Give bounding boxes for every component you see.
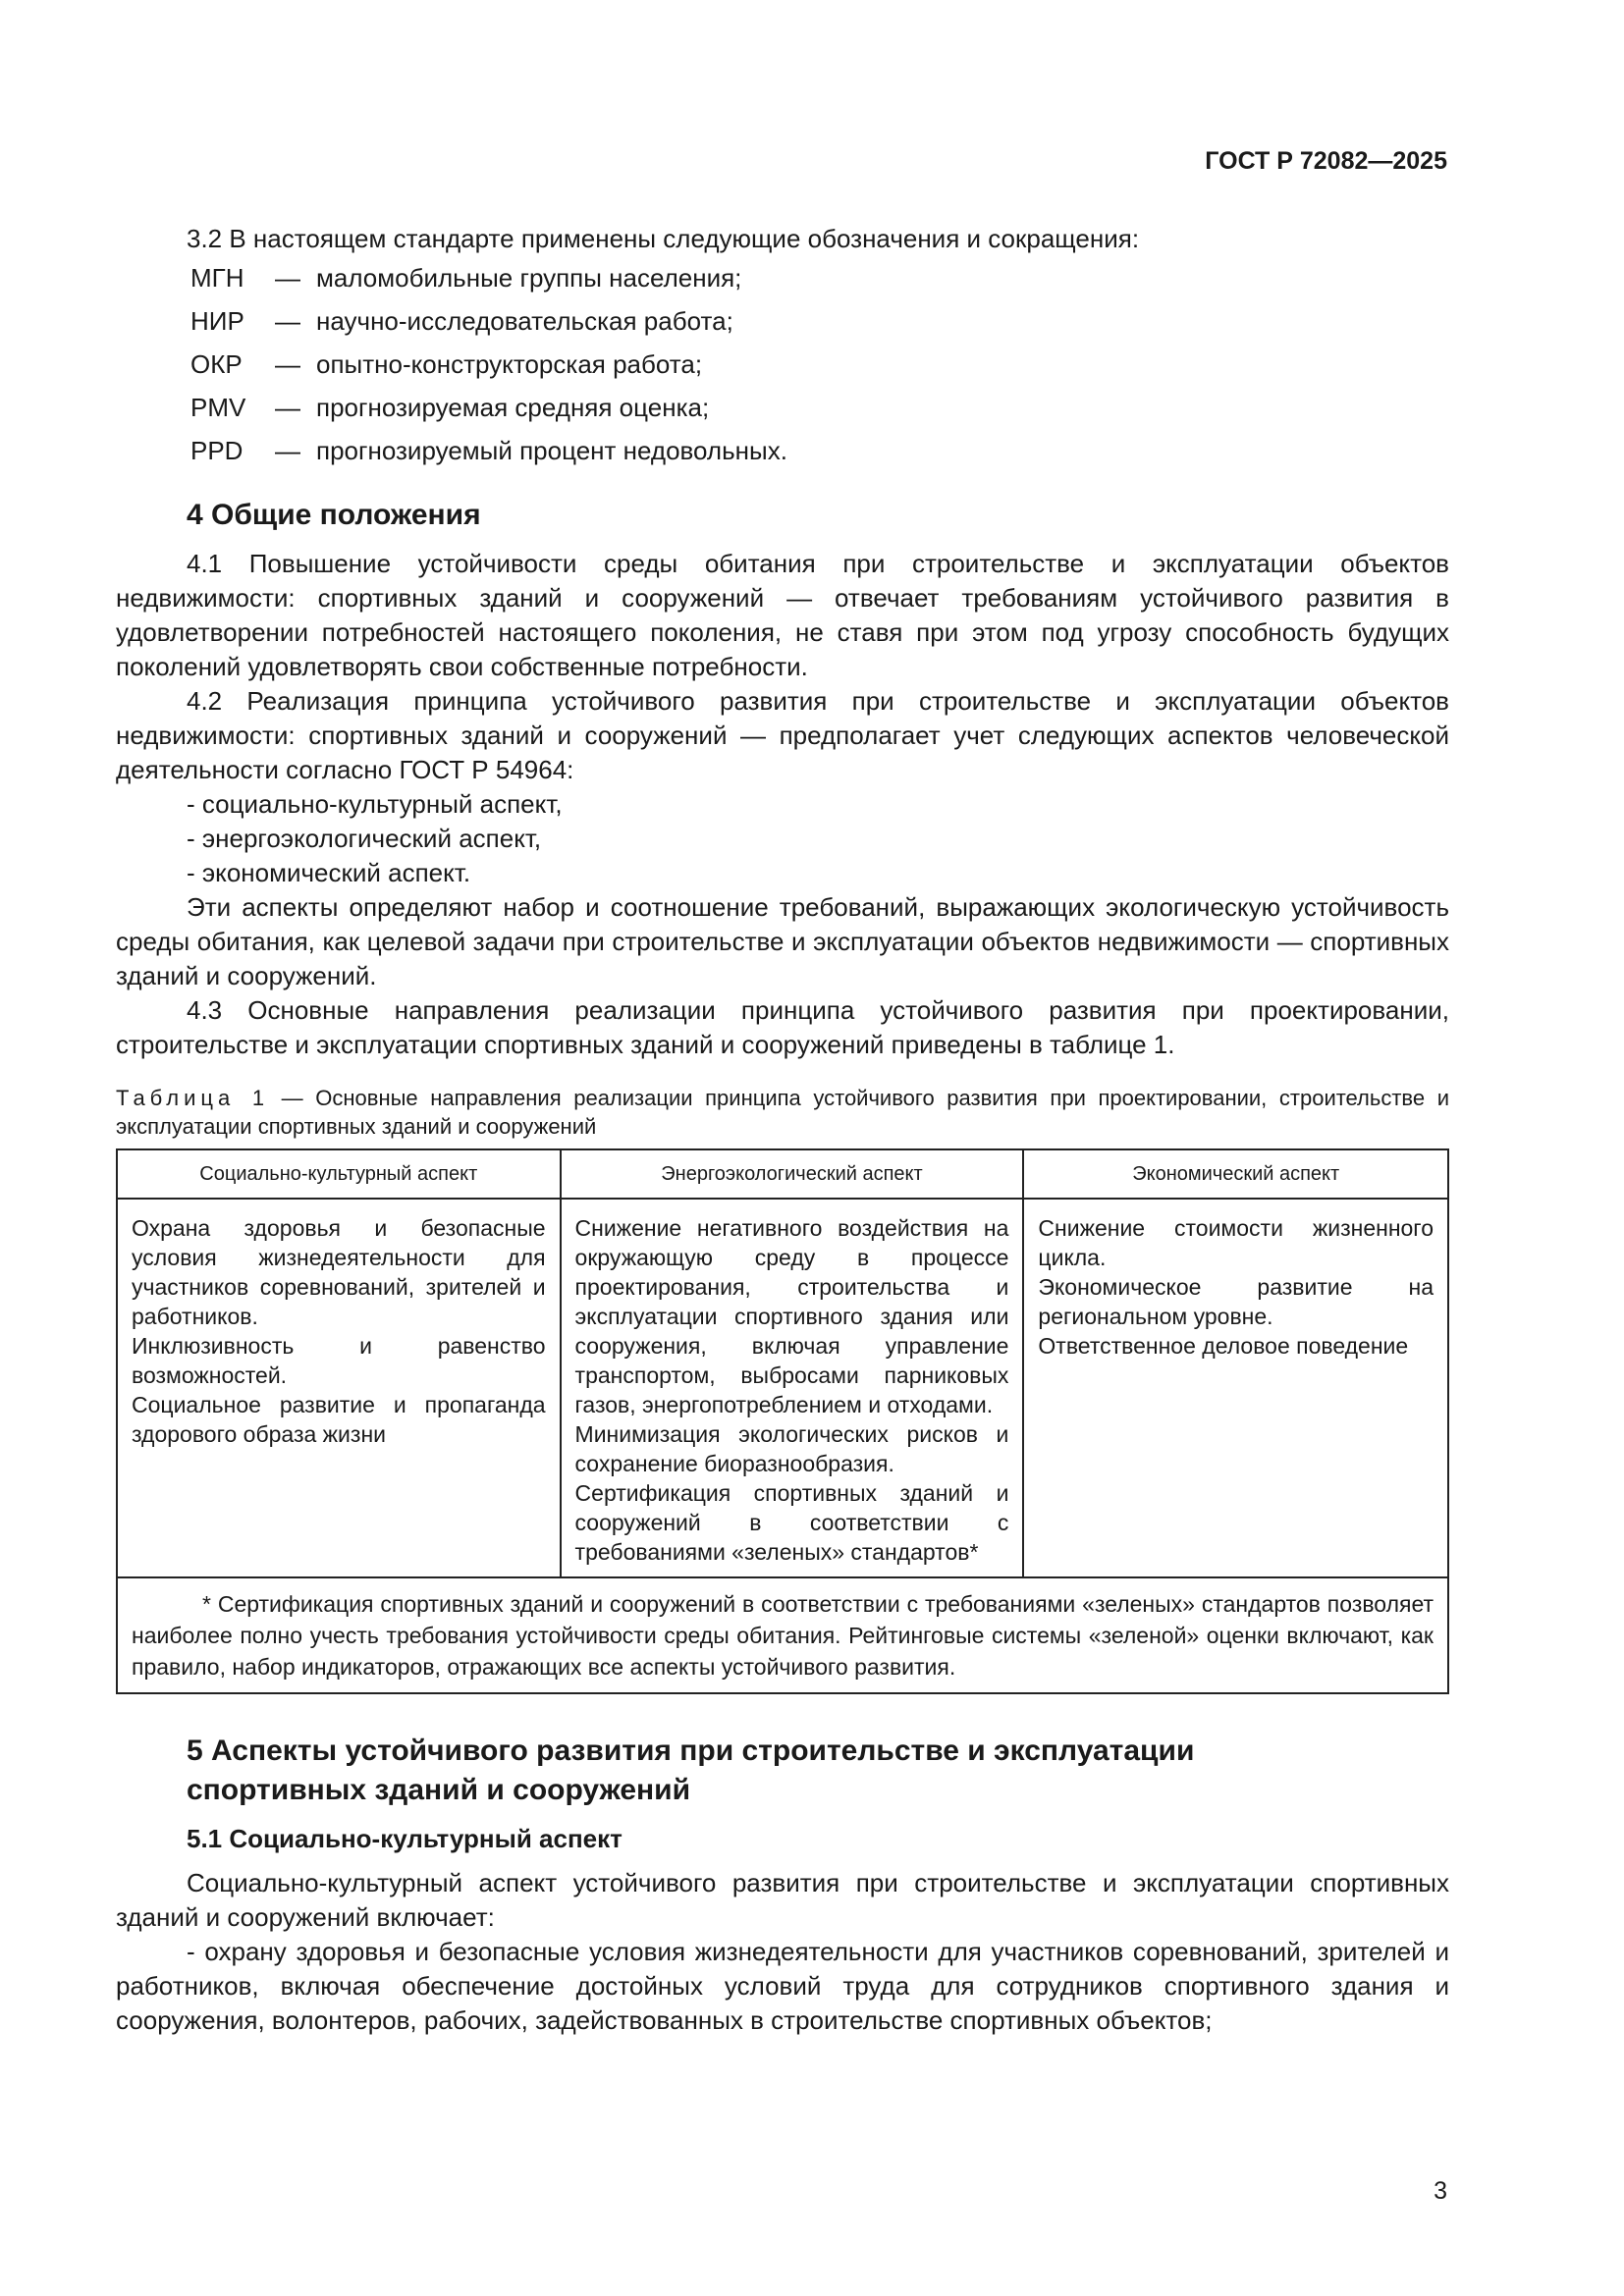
abbreviation-key: PPD: [190, 436, 244, 465]
abbreviation-definition: прогнозируемый процент недовольных.: [316, 436, 787, 465]
abbreviation-definition: маломобильные группы населения;: [316, 263, 742, 293]
aspect-list-item: - экономический аспект.: [187, 858, 471, 887]
paragraph-4-1: 4.1 Повышение устойчивости среды обитания при строительстве и эксплуатации объектов недвижимости: спортивных зданий и сооружений — отвечает требованиям устойчивого развития в удовлетворении потребностей настоящего поколения, не ставя при этом под угрозу способность будущих поколений удовлетворять свои собственные потребности.: [116, 549, 1449, 681]
table-cell-social: [117, 1199, 561, 1577]
paragraph-4-3: 4.3 Основные направления реализации принципа устойчивого развития при проектировании, строительстве и эксплуатации спортивных зданий и сооружений приведены в таблице 1.: [116, 995, 1449, 1059]
table-footnote: * Сертификация спортивных зданий и сооружений в соответствии с требованиями «зеленых» стандартов позволяет наиболее полно учесть требования устойчивости среды обитания. Рейтинговые системы «зеленой» оценки включают, как правило, набор индикаторов, отражающих все аспекты устойчивого развития.: [132, 1591, 1434, 1680]
subsection-5-1-title: 5.1 Социально-культурный аспект: [187, 1824, 623, 1853]
table-cell-line: Минимизация экологических рисков и сохранение биоразнообразия.: [574, 1421, 1009, 1476]
table-row: [117, 1199, 1448, 1577]
abbreviation-dash: —: [275, 349, 300, 379]
table-cell-economic: [1023, 1199, 1448, 1577]
table-footnote-cell: [117, 1577, 1448, 1693]
abbreviation-dash: —: [275, 263, 300, 293]
paragraph-5-1-item: - охрану здоровья и безопасные условия жизнедеятельности для участников соревнований, зрителей и работников, включая обеспечение достойных условий труда для сотрудников спортивного здания и сооружения, волонтеров, рабочих, задействованных в строительстве спортивных объектов;: [116, 1937, 1449, 2035]
section-5-title-line1: 5 Аспекты устойчивого развития при строительстве и эксплуатации: [187, 1735, 1195, 1767]
table-cell-line: Охрана здоровья и безопасные условия жизнедеятельности для участников соревнований, зрителей и работников.: [132, 1215, 546, 1329]
section-3-2-intro: 3.2 В настоящем стандарте применены следующие обозначения и сокращения:: [187, 224, 1140, 253]
abbreviation-item: [116, 299, 1449, 343]
table-header-cell: Социально-культурный аспект: [117, 1149, 561, 1199]
page-number: 3: [1434, 2177, 1447, 2205]
table-cell-line: Ответственное деловое поведение: [1038, 1333, 1409, 1359]
section-5-title-line2: спортивных зданий и сооружений: [187, 1774, 691, 1806]
paragraph-5-1-intro: Социально-культурный аспект устойчивого развития при строительстве и эксплуатации спортивных зданий и сооружений включает:: [116, 1868, 1449, 1932]
document-code: ГОСТ Р 72082—2025: [1205, 147, 1447, 175]
aspect-list-item: - энергоэкологический аспект,: [187, 824, 542, 853]
abbreviation-item: [116, 429, 1449, 472]
abbreviation-dash: —: [275, 436, 300, 465]
aspect-list-item: - социально-культурный аспект,: [187, 789, 563, 819]
section-4-title: 4 Общие положения: [187, 499, 481, 531]
abbreviation-key: НИР: [190, 306, 244, 336]
table-cell-line: Экономическое развитие на региональном уровне.: [1038, 1274, 1434, 1329]
table-1-caption: [116, 1084, 1449, 1141]
page-content: [116, 222, 1449, 2038]
section-5-title: [187, 1732, 1449, 1810]
table-footnote-row: [117, 1577, 1448, 1693]
table-header-cell: Экономический аспект: [1023, 1149, 1448, 1199]
table-cell-energy: [561, 1199, 1024, 1577]
abbreviation-list: [116, 256, 1449, 472]
abbreviation-definition: прогнозируемая средняя оценка;: [316, 393, 710, 422]
table-1-caption-text: — Основные направления реализации принципа устойчивого развития при проектировании, строительстве и эксплуатации спортивных зданий и сооружений: [116, 1086, 1449, 1139]
abbreviation-definition: научно-исследовательская работа;: [316, 306, 733, 336]
paragraph-4-2: 4.2 Реализация принципа устойчивого развития при строительстве и эксплуатации объектов недвижимости: спортивных зданий и сооружений — предполагает учет следующих аспектов человеческой деятельности согласно ГОСТ Р 54964:: [116, 686, 1449, 784]
table-cell-line: Социальное развитие и пропаганда здорового образа жизни: [132, 1392, 546, 1447]
table-cell-line: Сертификация спортивных зданий и сооружений в соответствии с требованиями «зеленых» стандартов*: [574, 1480, 1009, 1565]
abbreviation-definition: опытно-конструкторская работа;: [316, 349, 703, 379]
table-header-cell: Энергоэкологический аспект: [561, 1149, 1024, 1199]
abbreviation-dash: —: [275, 306, 300, 336]
abbreviation-item: [116, 343, 1449, 386]
abbreviation-item: [116, 386, 1449, 429]
abbreviation-key: МГН: [190, 263, 244, 293]
abbreviation-key: ОКР: [190, 349, 243, 379]
table-header-row: [117, 1149, 1448, 1199]
table-cell-line: Снижение стоимости жизненного цикла.: [1038, 1215, 1434, 1270]
abbreviation-key: PMV: [190, 393, 246, 422]
table-cell-line: Снижение негативного воздействия на окружающую среду в процессе проектирования, строительства и эксплуатации спортивного здания или сооружения, включая управление транспортом, выбросами парниковых газов, энергопотреблением и отходами.: [574, 1215, 1009, 1417]
table-1-caption-label: Таблица 1: [116, 1086, 270, 1110]
table-cell-line: Инклюзивность и равенство возможностей.: [132, 1333, 546, 1388]
abbreviation-item: [116, 256, 1449, 299]
abbreviation-dash: —: [275, 393, 300, 422]
paragraph-aspects: Эти аспекты определяют набор и соотношение требований, выражающих экологическую устойчивость среды обитания, как целевой задачи при строительстве и эксплуатации объектов недвижимости — спортивных зданий и сооружений.: [116, 892, 1449, 990]
table-1: [116, 1148, 1449, 1694]
